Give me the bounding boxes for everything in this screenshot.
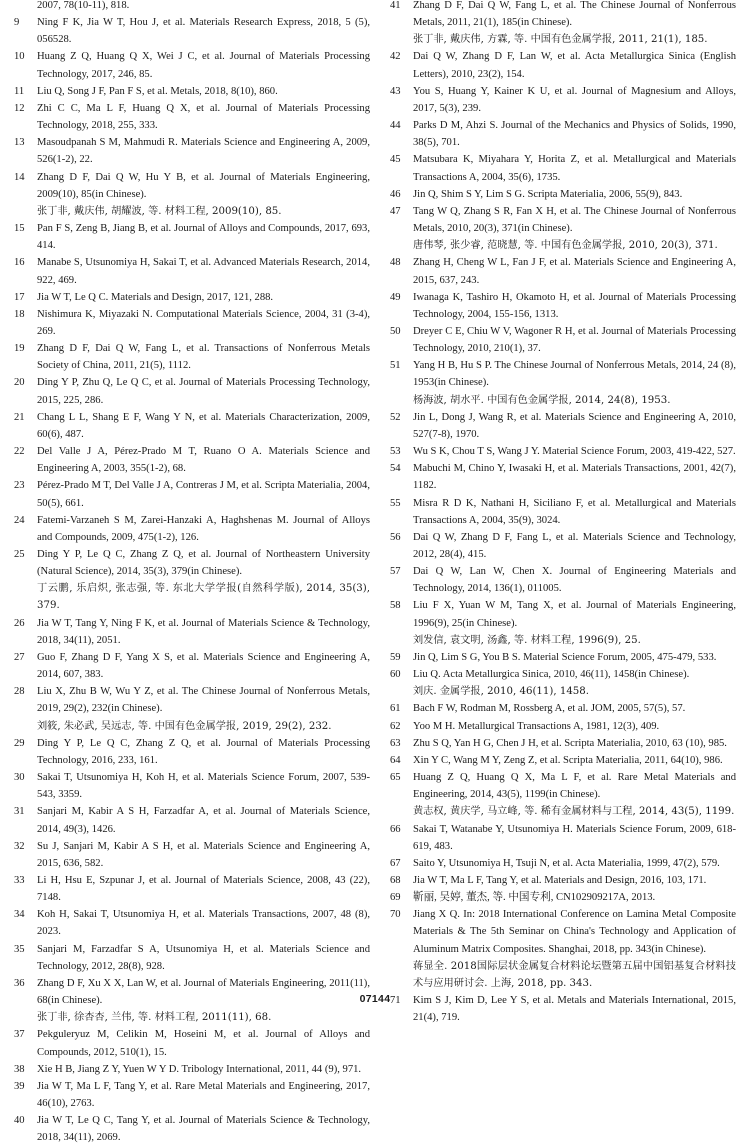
reference-entry (14, 546, 370, 615)
reference-number: 45 (390, 154, 401, 166)
reference-entry (390, 460, 736, 494)
reference-entry (14, 769, 370, 803)
reference-number: 50 (390, 325, 401, 337)
reference-number: 56 (390, 531, 401, 543)
reference-entry (14, 443, 370, 477)
reference-text: Zhu S Q, Yan H G, Chen J H, et al. Scripta Materialia, 2010, 63 (10), 985. (413, 737, 727, 749)
reference-number: 70 (390, 909, 401, 921)
reference-entry (14, 1112, 370, 1146)
reference-number: 53 (390, 446, 401, 458)
reference-entry (390, 495, 736, 529)
reference-entry (14, 409, 370, 443)
reference-text: Yoo M H. Metallurgical Transactions A, 1981, 12(3), 409. (413, 720, 660, 732)
reference-text: Liu X, Zhu B W, Wu Y Z, et al. The Chinese Journal of Nonferrous Metals, 2019, 29(2), 232(in Chinese). (37, 686, 370, 715)
reference-chinese-text: 刘发信, 袁文明, 汤鑫, 等. 材料工程, 1996(9), 25. (413, 634, 641, 646)
reference-number: 64 (390, 754, 401, 766)
reference-entry (390, 597, 736, 648)
reference-entry (390, 117, 736, 151)
reference-number: 24 (14, 514, 25, 526)
reference-entry (14, 134, 370, 168)
reference-number: 33 (14, 874, 25, 886)
reference-chinese-text: 张丁非, 徐杏杏, 兰伟, 等. 材料工程, 2011(11), 68. (37, 1012, 272, 1024)
reference-entry (390, 872, 736, 889)
reference-text: Ning F K, Jia W T, Hou J, et al. Materials Research Express, 2018, 5 (5), 056528. (37, 17, 370, 46)
reference-column-left (14, 0, 370, 1146)
reference-entry (390, 151, 736, 185)
reference-number: 23 (14, 480, 25, 492)
reference-text: Jia W T, Ma L F, Tang Y, et al. Materials and Design, 2016, 103, 171. (413, 874, 707, 886)
reference-entry (14, 872, 370, 906)
reference-text: Misra R D K, Nathani H, Siciliano F, et al. Metallurgical and Materials Transactions A, 2004, 35(9), 3024. (413, 497, 736, 526)
reference-entry (14, 0, 370, 14)
page-number: 07144 (359, 993, 391, 1005)
reference-text: Dai Q W, Zhang D F, Lan W, et al. Acta Metallurgica Sinica (English Letters), 2010, 23(2), 154. (413, 51, 736, 80)
reference-entry (390, 289, 736, 323)
reference-entry (390, 443, 736, 460)
reference-entry (14, 100, 370, 134)
reference-entry (390, 186, 736, 203)
reference-entry (390, 323, 736, 357)
reference-text: Su J, Sanjari M, Kabir A S H, et al. Materials Science and Engineering A, 2015, 636, 582. (37, 840, 370, 869)
reference-number: 51 (390, 360, 401, 372)
reference-number: 55 (390, 497, 401, 509)
reference-text: Jia W T, Le Q C. Materials and Design, 2017, 121, 288. (37, 291, 274, 303)
reference-number: 69 (390, 892, 401, 904)
reference-text: Yang H B, Hu S P. The Chinese Journal of Nonferrous Metals, 2014, 24 (8), 1953(in Chinese). (413, 360, 736, 389)
reference-chinese-text: 刘筱, 朱必武, 吴远志, 等. 中国有色金属学报, 2019, 29(2), 232. (37, 720, 332, 732)
reference-entry (390, 666, 736, 700)
reference-text: Jia W T, Tang Y, Ning F K, et al. Journal of Materials Science & Technology, 2018, 34(11), 2051. (37, 617, 370, 646)
reference-text: Matsubara K, Miyahara Y, Horita Z, et al. Metallurgical and Materials Transactions A, 2004, 35(6), 1735. (413, 154, 736, 183)
reference-text: Dai Q W, Lan W, Chen X. Journal of Engineering Materials and Technology, 2014, 136(1), 011005. (413, 566, 736, 595)
reference-number: 14 (14, 171, 25, 183)
reference-text: Pan F S, Zeng B, Jiang B, et al. Journal of Alloys and Compounds, 2017, 693, 414. (37, 223, 370, 252)
reference-entry (14, 512, 370, 546)
reference-entry (390, 203, 736, 254)
reference-text: Iwanaga K, Tashiro H, Okamoto H, et al. Journal of Materials Processing Technology, 2004, 155-156, 1313. (413, 291, 736, 320)
reference-entry (14, 83, 370, 100)
reference-number: 49 (390, 291, 401, 303)
reference-entry (14, 374, 370, 408)
reference-number: 27 (14, 651, 25, 663)
reference-number: 47 (390, 205, 401, 217)
reference-entry (390, 0, 736, 48)
reference-text: Guo F, Zhang D F, Yang X S, et al. Materials Science and Engineering A, 2014, 607, 383. (37, 651, 370, 681)
reference-entry (390, 357, 736, 408)
reference-number: 26 (14, 617, 25, 629)
reference-number: 11 (14, 85, 25, 97)
reference-text: Ding Y P, Le Q C, Zhang Z Q, et al. Journal of Northeastern University (Natural Science), 2014, 35(3), 379(in Chinese). (37, 549, 370, 578)
reference-text: Li H, Hsu E, Szpunar J, et al. Journal of Materials Science, 2008, 43 (22), 7148. (37, 874, 370, 904)
reference-number: 17 (14, 291, 25, 303)
reference-number: 13 (14, 137, 25, 149)
reference-text: Zhang D F, Dai Q W, Fang L, et al. The Chinese Journal of Nonferrous Metals, 2011, 21(1), 185(in Chinese). (413, 0, 736, 29)
reference-chinese-text: 杨海波, 胡水平. 中国有色金属学报, 2014, 24(8), 1953. (413, 394, 671, 406)
reference-number: 25 (14, 549, 25, 560)
reference-number: 22 (14, 446, 25, 458)
reference-text: Saito Y, Utsunomiya H, Tsuji N, et al. Acta Materialia, 1999, 47(2), 579. (413, 857, 720, 869)
reference-entry (390, 718, 736, 735)
reference-number: 42 (390, 51, 401, 63)
reference-text: 靳丽, 吴婷, 董杰, 等. 中国专利, CN102909217A, 2013. (413, 892, 656, 904)
reference-text: Manabe S, Utsunomiya H, Sakai T, et al. Advanced Materials Research, 2014, 922, 469. (37, 257, 370, 286)
reference-text: Masoudpanah S M, Mahmudi R. Materials Science and Engineering A, 2009, 526(1-2), 22. (37, 137, 370, 166)
reference-number: 12 (14, 102, 25, 114)
reference-number: 10 (14, 51, 25, 63)
reference-number: 18 (14, 308, 25, 320)
reference-text: Jin Q, Shim S Y, Lim S G. Scripta Materialia, 2006, 55(9), 843. (413, 188, 683, 200)
reference-entry (14, 254, 370, 288)
reference-entry (14, 649, 370, 683)
reference-entry (390, 409, 736, 443)
reference-entry (390, 700, 736, 717)
reference-text: Zhang D F, Dai Q W, Fang L, et al. Transactions of Nonferrous Metals Society of China, 2011, 21(5), 1112. (37, 343, 370, 372)
reference-chinese-text: 刘庆. 金属学报, 2010, 46(11), 1458. (413, 686, 589, 698)
reference-text: Sakai T, Watanabe Y, Utsunomiya H. Materials Science Forum, 2009, 618-619, 483. (413, 823, 736, 852)
reference-text: Koh H, Sakai T, Utsunomiya H, et al. Materials Transactions, 2007, 48 (8), 2023. (37, 909, 370, 938)
reference-entry (14, 803, 370, 837)
reference-text: Xie H B, Jiang Z Y, Yuen W Y D. Tribology International, 2011, 44 (9), 971. (37, 1063, 362, 1075)
reference-text: Liu F X, Yuan W M, Tang X, et al. Journal of Materials Engineering, 1996(9), 25(in Chinese). (413, 600, 736, 629)
reference-number: 39 (14, 1080, 25, 1092)
reference-text: Liu Q. Acta Metallurgica Sinica, 2010, 46(11), 1458(in Chinese). (413, 669, 690, 681)
reference-text: Xin Y C, Wang M Y, Zeng Z, et al. Scripta Materialia, 2011, 64(10), 986. (413, 754, 723, 766)
reference-number: 62 (390, 720, 401, 732)
reference-text: Ding Y P, Zhu Q, Le Q C, et al. Journal of Materials Processing Technology, 2015, 225, 286. (37, 377, 370, 406)
reference-chinese-text: 张丁非, 戴庆伟, 胡耀波, 等. 材料工程, 2009(10), 85. (37, 205, 282, 217)
reference-text: Jin Q, Lim S G, You B S. Material Science Forum, 2005, 475-479, 533. (413, 651, 717, 663)
reference-number: 20 (14, 377, 25, 389)
reference-text: Chang L L, Shang E F, Wang Y N, et al. Materials Characterization, 2009, 60(6), 487. (37, 411, 370, 440)
reference-text: 2007, 78(10-11), 818. (37, 0, 130, 11)
reference-text: Pérez-Prado M T, Del Valle J A, Contreras J M, et al. Scripta Materialia, 2004, 50(5), 661. (37, 480, 370, 509)
reference-entry (14, 220, 370, 254)
reference-number: 48 (390, 257, 401, 269)
reference-text: Fatemi-Varzaneh S M, Zarei-Hanzaki A, Haghshenas M. Journal of Alloys and Compounds, 2009, 475(1-2), 126. (37, 514, 370, 543)
reference-text: Ding Y P, Le Q C, Zhang Z Q, et al. Journal of Materials Processing Technology, 2016, 233, 161. (37, 737, 370, 766)
reference-text: Liu Q, Song J F, Pan F S, et al. Metals, 2018, 8(10), 860. (37, 85, 278, 97)
reference-entry (390, 889, 736, 906)
reference-number: 31 (14, 806, 25, 818)
reference-text: Sanjari M, Farzadfar S A, Utsunomiya H, et al. Materials Science and Technology, 2012, 28(8), 928. (37, 943, 370, 972)
reference-number: 30 (14, 772, 25, 784)
reference-number: 66 (390, 823, 401, 835)
reference-number: 57 (390, 566, 401, 578)
reference-number: 9 (14, 17, 20, 29)
reference-number: 65 (390, 772, 401, 784)
reference-number: 28 (14, 686, 25, 698)
reference-entry (14, 1061, 370, 1078)
reference-number: 32 (14, 840, 25, 852)
reference-entry (14, 48, 370, 82)
reference-number: 41 (390, 0, 401, 11)
reference-entry (14, 169, 370, 220)
reference-entry (14, 340, 370, 374)
reference-entry (14, 1026, 370, 1060)
reference-text: Huang Z Q, Huang Q X, Wei J C, et al. Journal of Materials Processing Technology, 2017, 246, 85. (37, 51, 370, 80)
reference-entry (14, 289, 370, 306)
reference-text: Del Valle J A, Pérez-Prado M T, Ruano O A. Materials Science and Engineering A, 2003, 355(1-2), 68. (37, 446, 370, 475)
reference-number: 60 (390, 669, 401, 681)
reference-entry (14, 906, 370, 940)
reference-entry (390, 855, 736, 872)
reference-text: Mabuchi M, Chino Y, Iwasaki H, et al. Materials Transactions, 2001, 42(7), 1182. (413, 463, 736, 492)
reference-text: Kim S J, Kim D, Lee Y S, et al. Metals and Materials International, 2015, 21(4), 719. (413, 995, 736, 1024)
reference-number: 36 (14, 977, 25, 989)
reference-text: Jin L, Dong J, Wang R, et al. Materials Science and Engineering A, 2010, 527(7-8), 1970. (413, 411, 736, 440)
reference-chinese-text: 唐伟琴, 张少睿, 范晓慧, 等. 中国有色金属学报, 2010, 20(3), 371. (413, 240, 718, 252)
reference-entry (14, 477, 370, 511)
reference-text: Zhang D F, Xu X X, Lan W, et al. Journal of Materials Engineering, 2011(11), 68(in Chinese). (37, 977, 370, 1007)
reference-entry (390, 254, 736, 288)
reference-number: 44 (390, 120, 401, 132)
reference-entry (14, 735, 370, 769)
reference-entry (14, 1078, 370, 1112)
reference-number: 35 (14, 943, 25, 955)
reference-entry (390, 83, 736, 117)
reference-number: 34 (14, 909, 25, 921)
reference-text: Jia W T, Le Q C, Tang Y, et al. Journal of Materials Science & Technology, 2018, 34(11), 2069. (37, 1115, 370, 1144)
reference-number: 15 (14, 223, 25, 235)
reference-text: Nishimura K, Miyazaki N. Computational Materials Science, 2004, 31 (3-4), 269. (37, 308, 370, 337)
reference-entry (390, 48, 736, 82)
reference-text: Sanjari M, Kabir A S H, Farzadfar A, et al. Journal of Materials Science, 2014, 49(3), 1426. (37, 806, 370, 835)
reference-entry (390, 735, 736, 752)
reference-entry (390, 906, 736, 992)
reference-number: 58 (390, 600, 401, 612)
reference-text: You S, Huang Y, Kainer K U, et al. Journal of Magnesium and Alloys, 2017, 5(3), 239. (413, 85, 736, 114)
reference-entry (14, 838, 370, 872)
reference-text: Tang W Q, Zhang S R, Fan X H, et al. The Chinese Journal of Nonferrous Metals, 2010, 20(3), 371(in Chinese). (413, 205, 736, 235)
reference-text: Huang Z Q, Huang Q X, Ma L F, et al. Rare Metal Materials and Engineering, 2014, 43(5), 1199(in Chinese). (413, 772, 736, 801)
reference-text: Zhi C C, Ma L F, Huang Q X, et al. Journal of Materials Processing Technology, 2018, 255, 333. (37, 102, 370, 132)
reference-number: 54 (390, 463, 401, 475)
reference-number: 61 (390, 703, 401, 715)
reference-text: Pekguleryuz M, Celikin M, Hoseini M, et al. Journal of Alloys and Compounds, 2012, 510(1), 15. (37, 1029, 370, 1058)
reference-text: Zhang D F, Dai Q W, Hu Y B, et al. Journal of Materials Engineering, 2009(10), 85(in Chinese). (37, 171, 370, 200)
reference-entry (14, 306, 370, 340)
reference-chinese-text: 黄志权, 黄庆学, 马立峰, 等. 稀有金属材料与工程, 2014, 43(5), 1199. (413, 806, 735, 818)
reference-number: 68 (390, 874, 401, 886)
reference-number: 29 (14, 737, 25, 749)
reference-chinese-text: 丁云鹏, 乐启炽, 张志强, 等. 东北大学学报(自然科学版), 2014, 35(3), 379. (37, 583, 370, 612)
reference-text: Bach F W, Rodman M, Rossberg A, et al. JOM, 2005, 57(5), 57. (413, 703, 686, 715)
reference-number: 43 (390, 85, 401, 97)
reference-number: 67 (390, 857, 401, 869)
reference-column-right (390, 0, 736, 1026)
reference-text: Parks D M, Ahzi S. Journal of the Mechanics and Physics of Solids, 1990, 38(5), 701. (413, 120, 736, 149)
reference-number: 59 (390, 651, 401, 663)
reference-entry (14, 615, 370, 649)
reference-number: 38 (14, 1063, 25, 1075)
reference-entry (14, 14, 370, 48)
reference-entry (390, 752, 736, 769)
reference-number: 40 (14, 1115, 25, 1127)
reference-entry (390, 563, 736, 597)
reference-text: Jia W T, Ma L F, Tang Y, et al. Rare Metal Materials and Engineering, 2017, 46(10), 2763. (37, 1080, 370, 1109)
reference-number: 63 (390, 737, 401, 749)
reference-number: 52 (390, 411, 401, 423)
reference-number: 21 (14, 411, 25, 423)
reference-number: 71 (390, 995, 401, 1007)
reference-text: Zhang H, Cheng W L, Fan J F, et al. Materials Science and Engineering A, 2015, 637, 243. (413, 257, 736, 286)
reference-text: Dreyer C E, Chiu W V, Wagoner R H, et al. Journal of Materials Processing Technology, 2010, 210(1), 37. (413, 325, 736, 355)
reference-entry (14, 941, 370, 975)
reference-number: 46 (390, 188, 401, 200)
reference-text: Jiang X Q. In: 2018 International Conference on Lamina Metal Composite Materials & The 5th Seminar on China's Technology and Application of Aluminum Matrix Composites. Shanghai, 2018, pp. 343(in Chinese). (413, 909, 736, 955)
reference-chinese-text: 蒋显全. 2018国际层状金属复合材料论坛暨第五届中国铝基复合材料技术与应用研讨会. 上海, 2018, pp. 343. (413, 960, 736, 989)
reference-entry (390, 529, 736, 563)
reference-text: Dai Q W, Zhang D F, Fang L, et al. Materials Science and Technology, 2012, 28(4), 415. (413, 531, 736, 560)
reference-number: 16 (14, 257, 25, 269)
reference-text: Wu S K, Chou T S, Wang J Y. Material Science Forum, 2003, 419-422, 527. (413, 446, 736, 458)
reference-number: 37 (14, 1029, 25, 1041)
reference-entry (390, 649, 736, 666)
reference-chinese-text: 张丁非, 戴庆伟, 方霖, 等. 中国有色金属学报, 2011, 21(1), 185. (413, 34, 708, 46)
reference-text: Sakai T, Utsunomiya H, Koh H, et al. Materials Science Forum, 2007, 539-543, 3359. (37, 772, 370, 801)
reference-entry (390, 821, 736, 855)
reference-number: 19 (14, 343, 25, 355)
reference-entry (14, 683, 370, 734)
reference-entry (390, 769, 736, 820)
